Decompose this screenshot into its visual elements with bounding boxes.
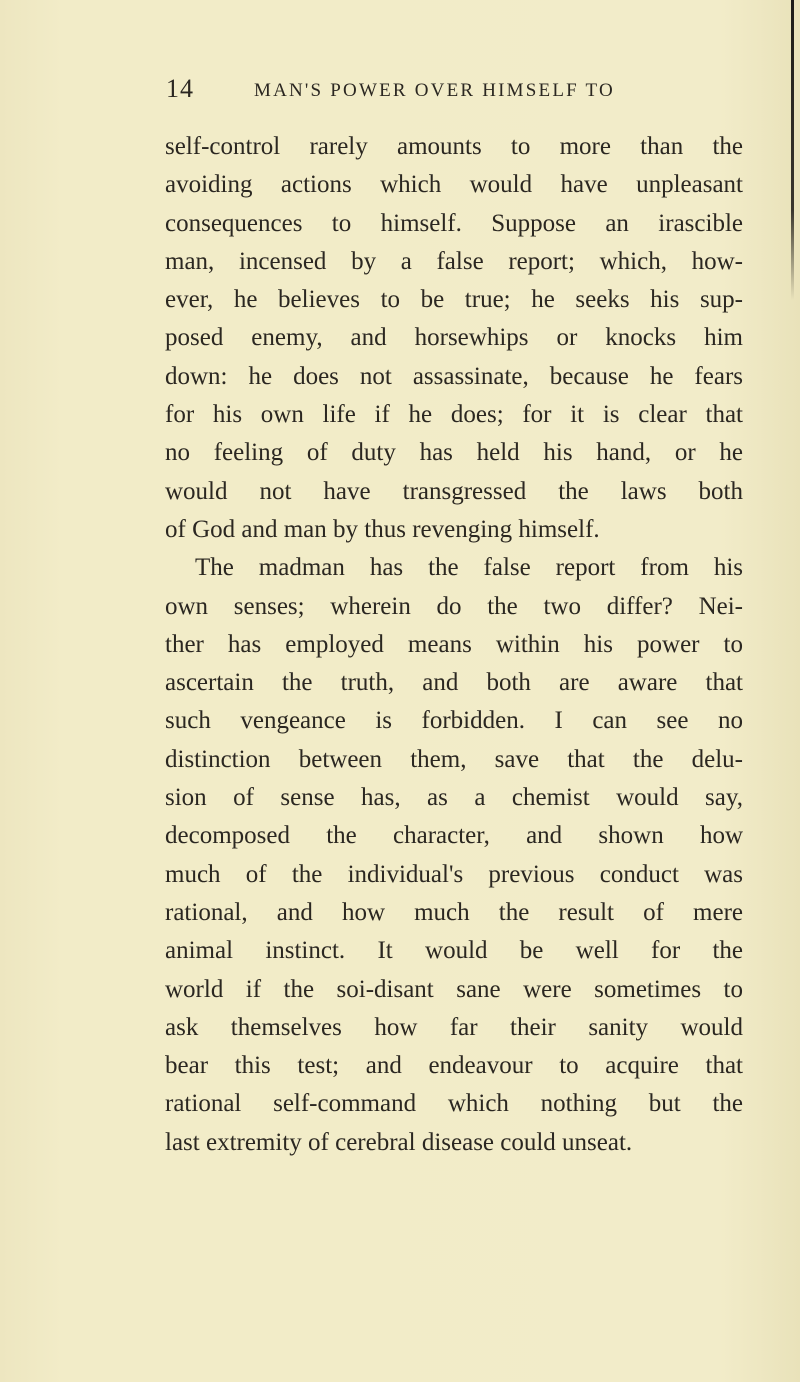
page-number: 14 bbox=[166, 74, 194, 103]
text-line: consequences to himself. Suppose an irascible bbox=[165, 209, 743, 237]
text-line: bear this test; and endeavour to acquire that bbox=[165, 1052, 743, 1080]
text-line: of God and man by thus revenging himself. bbox=[165, 515, 600, 543]
text-line: sion of sense has, as a chemist would say, bbox=[165, 784, 743, 812]
text-line: animal instinct. It would be well for the bbox=[165, 937, 743, 965]
text-line: world if the soi-disant sane were sometimes to bbox=[165, 975, 743, 1003]
text-line: avoiding actions which would have unpleasant bbox=[165, 171, 743, 199]
text-line: would not have transgressed the laws both bbox=[165, 477, 743, 505]
text-line: down: he does not assassinate, because he fears bbox=[165, 362, 743, 390]
text-line: such vengeance is forbidden. I can see no bbox=[165, 707, 743, 735]
running-head bbox=[166, 76, 686, 110]
body-text bbox=[165, 128, 743, 1162]
text-line: self-control rarely amounts to more than the bbox=[165, 133, 743, 160]
text-line: rational self-command which nothing but the bbox=[165, 1090, 743, 1118]
text-line: rational, and how much the result of mere bbox=[165, 898, 743, 926]
text-line: distinction between them, save that the delu- bbox=[165, 745, 743, 773]
text-line: own senses; wherein do the two differ? Nei- bbox=[165, 592, 743, 620]
text-line: much of the individual's previous conduct was bbox=[165, 860, 743, 888]
text-line: last extremity of cerebral disease could unseat. bbox=[165, 1128, 633, 1156]
text-line: ascertain the truth, and both are aware that bbox=[165, 669, 743, 697]
text-line: man, incensed by a false report; which, how- bbox=[165, 247, 743, 275]
text-line: for his own life if he does; for it is clear that bbox=[165, 401, 743, 429]
text-line: ther has employed means within his power to bbox=[165, 630, 743, 658]
text-line: ever, he believes to be true; he seeks his sup- bbox=[165, 286, 743, 314]
paragraph-start-line: The madman has the false report from his bbox=[195, 554, 743, 582]
text-line: posed enemy, and horsewhips or knocks him bbox=[165, 324, 743, 352]
text-line: decomposed the character, and shown how bbox=[165, 822, 743, 850]
text-line: ask themselves how far their sanity would bbox=[165, 1013, 743, 1041]
page-edge-shadow bbox=[791, 0, 794, 300]
running-title: MAN'S POWER OVER HIMSELF TO bbox=[254, 80, 615, 101]
text-line: no feeling of duty has held his hand, or he bbox=[165, 439, 743, 467]
